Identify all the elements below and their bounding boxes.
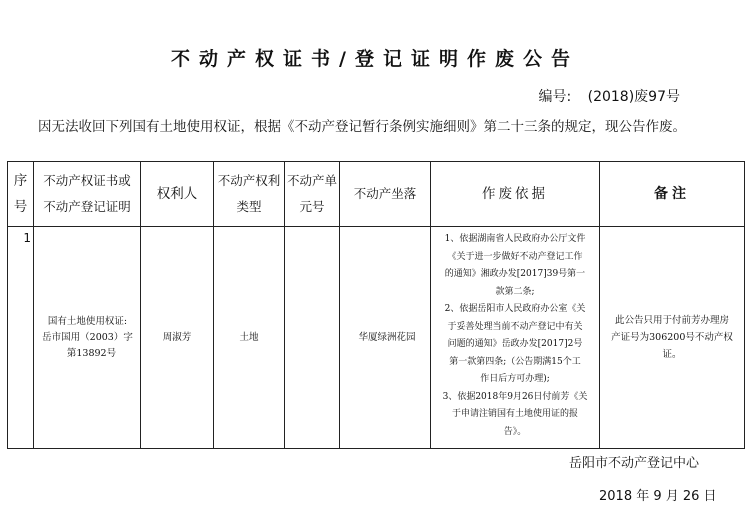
header-cert-line2: 不动产登记证明 [43, 199, 131, 214]
issue-date: 2018 年 9 月 26 日 [599, 489, 717, 504]
cell-remarks [600, 227, 745, 449]
basis-line: 于申请注销国有土地使用证的报 [451, 409, 578, 419]
basis-line: 第一款第四条;（公告期满15个工 [449, 356, 581, 367]
header-basis: 作废依据 [431, 162, 600, 227]
header-right-type [214, 162, 285, 227]
basis-line: 问题的通知》岳政办发[2017]2号 [447, 339, 583, 349]
header-unit-no-line1: 不动产单 [286, 173, 337, 188]
issuing-organization: 岳阳市不动产登记中心 [569, 456, 700, 471]
cert-line2: 岳市国用（2003）字 [42, 331, 133, 343]
cell-right-type: 土地 [214, 227, 285, 449]
cell-unit-no [285, 227, 340, 449]
cancellation-table [7, 161, 745, 449]
basis-line: 告》。 [503, 426, 527, 437]
intro-paragraph: 因无法收回下列国有土地使用权证，根据《不动产登记暂行条例实施细则》第二十三条的规定，现公告作废。 [38, 119, 686, 135]
remarks-line1: 此公告只用于付前芳办理房 [614, 315, 729, 326]
basis-line: 3、依据2018年9月26日付前芳《关 [442, 391, 588, 402]
cert-line1: 国有土地使用权证: [47, 315, 128, 327]
basis-line: 款第二条; [495, 286, 535, 297]
table-row [8, 227, 745, 449]
header-owner: 权利人 [141, 162, 214, 227]
doc-number-value: (2018)废97号 [587, 89, 680, 105]
header-seq-line1: 序 [13, 173, 28, 189]
header-right-type-line1: 不动产权利 [217, 173, 281, 188]
basis-line: 2、依据岳阳市人民政府办公室《关 [444, 304, 586, 314]
remarks-line2: 产证号为306200号不动产权 [611, 332, 733, 343]
header-unit-no-line2: 元号 [299, 199, 325, 214]
row-seq-number: 1 [23, 231, 31, 245]
header-unit-no [285, 162, 340, 227]
page-title: 不动产权证书/登记证明作废公告 [171, 48, 579, 70]
header-seq [8, 162, 34, 227]
doc-number-label: 编号: [538, 89, 572, 105]
doc-number [538, 86, 680, 106]
header-remarks: 备注 [600, 162, 745, 227]
header-cert-line1: 不动产权证书或 [43, 173, 131, 188]
cell-owner: 周淑芳 [141, 227, 214, 449]
basis-line: 1、依据湖南省人民政府办公厅文件 [444, 234, 586, 244]
cell-seq [8, 227, 34, 449]
cell-location: 华厦绿洲花园 [340, 227, 431, 449]
cell-basis [431, 227, 600, 449]
basis-line: 于妥善处理当前不动产登记中有关 [447, 321, 583, 332]
table-header-row [8, 162, 745, 227]
remarks-line3: 证。 [662, 349, 682, 360]
basis-line: 作日后方可办理); [480, 374, 550, 384]
cert-line3: 第13892号 [66, 347, 117, 359]
cell-cert [34, 227, 141, 449]
header-seq-line2: 号 [13, 199, 28, 215]
header-location: 不动产坐落 [340, 162, 431, 227]
basis-line: 《关于进一步做好不动产登记工作 [447, 251, 583, 262]
header-right-type-line2: 类型 [236, 199, 262, 214]
header-cert [34, 162, 141, 227]
basis-line: 的通知》湘政办发[2017]39号第一 [444, 269, 586, 279]
